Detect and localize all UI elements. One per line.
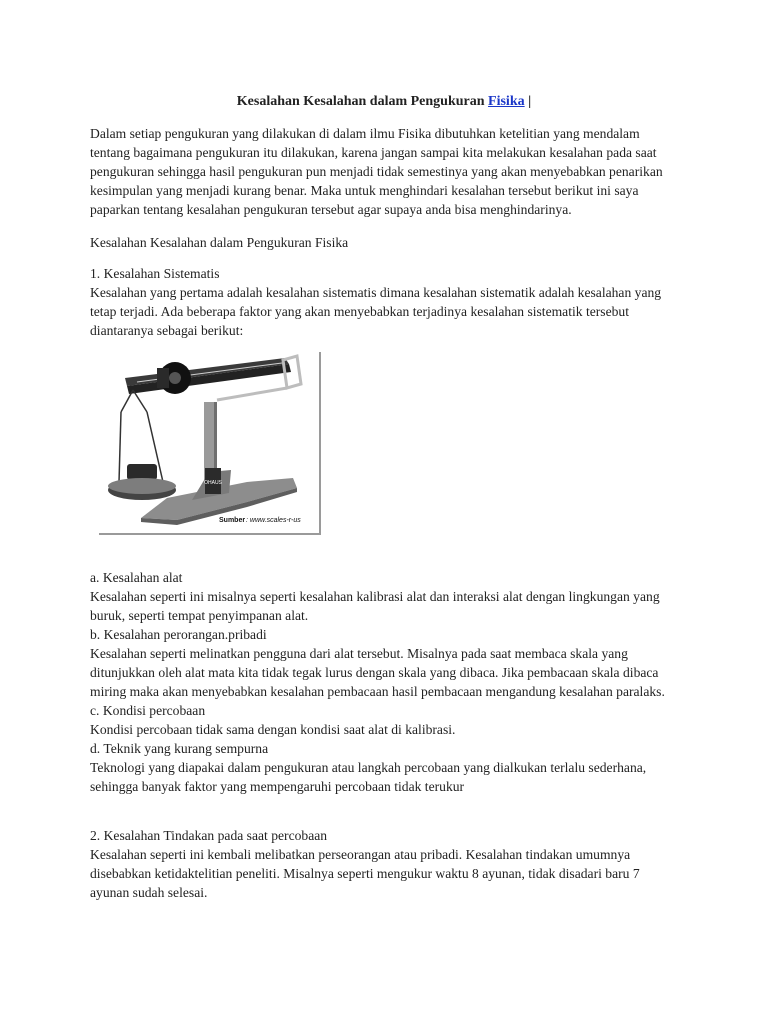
subheading-text: Kesalahan Kesalahan dalam Pengukuran Fisika bbox=[90, 235, 349, 250]
section-2-line: ayunan sudah selesai. bbox=[90, 885, 208, 900]
section-1-line: tetap terjadi. Ada beberapa faktor yang akan menyebabkan terjadinya kesalahan sistematik tersebut bbox=[90, 304, 629, 319]
list-item: a. Kesalahan alat bbox=[90, 570, 183, 585]
section-1 bbox=[90, 264, 690, 340]
section-2 bbox=[90, 826, 690, 902]
list-item: sehingga banyak faktor yang mempengaruhi percobaan tidak terukur bbox=[90, 779, 465, 794]
list-item: b. Kesalahan perorangan.pribadi bbox=[90, 627, 267, 642]
section-1-line: Kesalahan yang pertama adalah kesalahan sistematis dimana kesalahan sistematik adalah kesalahan yang bbox=[90, 285, 662, 300]
list-item: Kesalahan seperti melinatkan pengguna dari alat tersebut. Misalnya pada saat membaca skala yang bbox=[90, 646, 628, 661]
intro-line: tentang bagaimana pengukuran itu dilakukan, karena jangan sampai kita melakukan kesalahan pada saat bbox=[90, 145, 657, 160]
intro-line: paparkan tentang kesalahan pengukuran tersebut agar supaya anda bisa menghindarinya. bbox=[90, 202, 572, 217]
intro-line: kesimpulan yang menjadi kurang benar. Maka untuk menghindari kesalahan tersebut berikut ini saya bbox=[90, 183, 639, 198]
list-item: ditunjukkan oleh alat mata kita tidak tegak lurus dengan skala yang dibaca. Jika pembacaan skala dibaca bbox=[90, 665, 659, 680]
list-item: buruk, seperti tempat penyimpanan alat. bbox=[90, 608, 309, 623]
subheading bbox=[90, 233, 690, 252]
list-item: c. Kondisi percobaan bbox=[90, 703, 206, 718]
triple-beam-balance-image bbox=[97, 350, 323, 536]
list-item: Kondisi percobaan tidak sama dengan kondisi saat alat di kalibrasi. bbox=[90, 722, 456, 737]
section-1-heading: 1. Kesalahan Sistematis bbox=[90, 266, 220, 281]
list-item: miring maka akan menyebabkan kesalahan pembacaan hasil pembacaan mengandung kesalahan paralaks. bbox=[90, 684, 665, 699]
list-item: Kesalahan seperti ini misalnya seperti kesalahan kalibrasi alat dan interaksi alat dengan lingkungan yang bbox=[90, 589, 660, 604]
intro-line: pengukuran sehingga hasil pengukuran pun menjadi tidak semestinya yang akan menyebabkan penarikan bbox=[90, 164, 663, 179]
title-separator: | bbox=[524, 94, 532, 109]
balance-illustration bbox=[97, 350, 323, 536]
svg-text:OHAUS: OHAUS bbox=[204, 480, 222, 486]
page-title bbox=[0, 92, 768, 111]
error-types-list bbox=[90, 568, 690, 796]
fisika-link[interactable]: Fisika bbox=[488, 94, 525, 109]
section-2-line: Kesalahan seperti ini kembali melibatkan perseorangan atau pribadi. Kesalahan tindakan umumnya bbox=[90, 847, 631, 862]
list-item: d. Teknik yang kurang sempurna bbox=[90, 741, 269, 756]
figure-caption-source: : www.scales-r-us bbox=[246, 517, 301, 524]
list-item: Teknologi yang diapakai dalam pengukuran atau langkah percobaan yang dialkukan terlalu sederhana, bbox=[90, 760, 647, 775]
intro-paragraph bbox=[90, 124, 690, 219]
section-2-heading: 2. Kesalahan Tindakan pada saat percobaan bbox=[90, 828, 328, 843]
figure-caption-label: Sumber bbox=[219, 517, 246, 524]
section-1-line: diantaranya sebagai berikut: bbox=[90, 323, 244, 338]
title-text: Kesalahan Kesalahan dalam Pengukuran bbox=[236, 94, 489, 109]
intro-line: Dalam setiap pengukuran yang dilakukan di dalam ilmu Fisika dibutuhkan ketelitian yang mendalam bbox=[90, 126, 640, 141]
section-2-line: disebabkan ketidaktelitian peneliti. Misalnya seperti mengukur waktu 8 ayunan, tidak disadari baru 7 bbox=[90, 866, 640, 881]
